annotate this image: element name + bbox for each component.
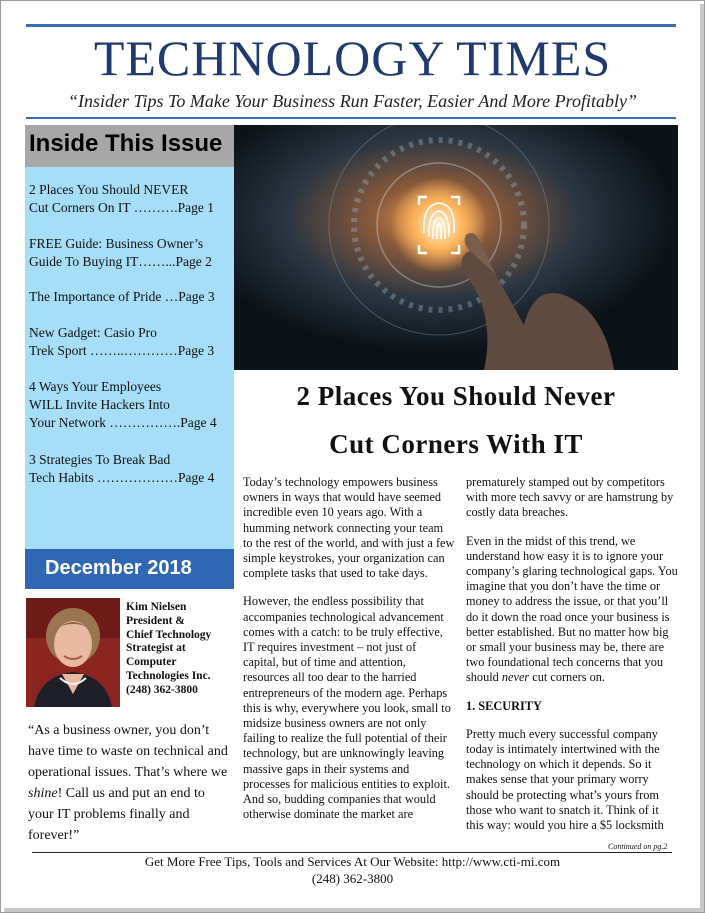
masthead-top-rule [26,24,676,27]
article-column-1 [243,475,455,835]
toc-item[interactable]: FREE Guide: Business Owner’s Guide To Buying IT……...Page 2 [29,236,212,269]
author-info [126,601,211,698]
masthead-tagline: “Insider Tips To Make Your Business Run Faster, Easier And More Profitably” [67,91,638,111]
toc-item[interactable]: 4 Ways Your Employees WILL Invite Hackers Into Your Network …………….Page 4 [29,379,217,430]
toc-item[interactable]: 2 Places You Should NEVER Cut Corners On IT ……….Page 1 [29,182,214,215]
paragraph: Today’s technology empowers business owners in ways that would have seemed incredible even 10 years ago. With a humming network connecting your team to the rest of the world, and with just a few simple keystrokes, your organization can complete tasks that used to take days. [243,475,455,581]
author-photo [26,598,120,707]
article-column-2 [466,475,678,846]
author-title-line: Chief Technology [126,628,212,641]
section-heading: 1. SECURITY [466,698,542,713]
footer-rule [32,852,672,853]
masthead-bottom-rule [26,117,676,119]
paragraph: Pretty much every successful company today is intimately intertwined with the technology on which it depends. So it makes sense that your primary worry should be protecting what’s yours from those who want to snatch it. Think of it this way: would you hire a $5 locksmith [466,726,664,833]
table-of-contents [25,167,234,549]
author-portrait-icon [26,598,120,707]
hero-image [234,125,678,370]
issue-date-banner [25,549,234,589]
paragraph: prematurely stamped out by competitors with more tech savvy or are hamstrung by costly data breaches. [466,475,674,520]
sidebar-quote: “As a business owner, you don’t have time to waste on technical and operational issues. That’s where we shine! Call us and put an end to your IT problems finally and forever!” [28,723,228,843]
paragraph: Even in the midst of this trend, we understand how easy it is to ignore your company’s glaring technological gaps. You imagine that you don’t have the time or money to address the issue, or that you’ll do it down the road once your business is better established. But no matter how big or small your business may be, there are two foundational tech concerns that you should never cut corners on. [466,533,678,685]
author-phone: (248) 362-3800 [126,683,198,696]
author-title-line: Computer [126,656,177,669]
inside-issue-title: Inside This Issue [29,130,223,157]
article-headline: 2 Places You Should Never Cut Corners With IT [296,381,616,459]
author-title-line: Technologies Inc. [126,669,211,682]
masthead-title: TECHNOLOGY TIMES [93,30,612,86]
toc-item[interactable]: 3 Strategies To Break Bad Tech Habits ………………Page 4 [29,452,215,485]
author-name: Kim Nielsen [126,601,187,613]
continued-note: Continued on pg.2 [608,842,668,851]
inside-issue-header [25,125,234,167]
footer-website-line[interactable]: Get More Free Tips, Tools and Services At Our Website: http://www.cti-mi.com [144,854,561,869]
author-title-line: Strategist at [126,642,186,655]
footer-phone: (248) 362-3800 [311,871,394,886]
author-title-line: President & [126,614,185,627]
toc-item[interactable]: New Gadget: Casio Pro Trek Sport ……..…………Page 3 [29,325,215,358]
toc-item[interactable]: The Importance of Pride …Page 3 [29,289,215,304]
paragraph: However, the endless possibility that accompanies technological advancement comes with a catch: to be truly effective, IT requires investment – not just of capital, but of time and attention, resources all too dear to the harried entrepreneurs of the modern age. Perhaps this is why, everywhere you look, small to midsize business owners are not only failing to realize the full potential of their technology, but are unknowingly leaving massive gaps in their systems and processes for malicious entities to exploit. And so, budding companies that would otherwise dominate the market are [243,594,451,822]
fingerprint-scan-icon [234,125,678,370]
issue-date: December 2018 [45,557,192,579]
